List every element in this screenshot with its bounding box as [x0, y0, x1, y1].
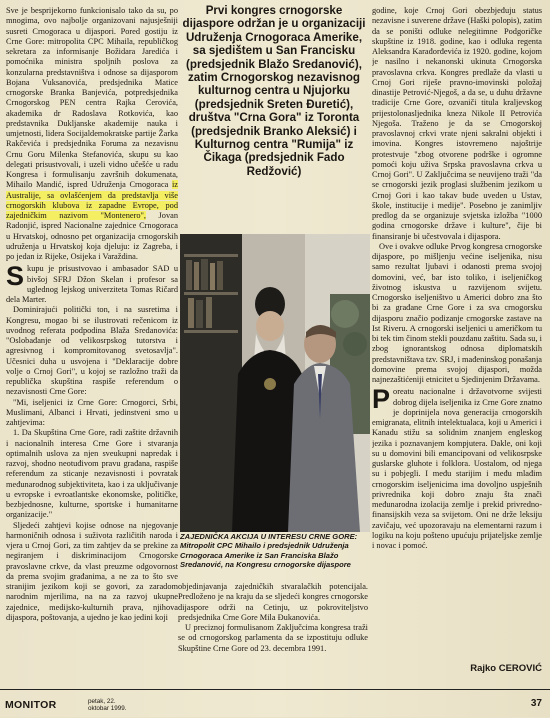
paragraph: Ove i ovakve odluke Prvog kongresa crnogorske dijaspore, po mišljenju većine iseljenika, nisu samo rezultat ljubavi i odanosti prema svojoj domovini, već, bar isto toliko, i iseljeničkog životnog iskustva u razvijenom svijetu. Crnogorsko iseljeništvo u Americi dobro zna što bi za građane Crne Gore i za sva crnogorsku dijasporu značio podizanje crnogorske zastave na Ist Riveru. A crnogorski iseljenici u američkom tu bi tek tim činom stekli pouzdanu zaštitu. Sada su, i zbog ignorantskog odnosa diplomatskih predstavništava tzv. SRJ, i mađeninskog ponašanja domovine prema svojoj dijaspori, možda najnezaštićeniji etnicitet u Sjedinjenim Državama. [372, 241, 542, 384]
page-footer [0, 689, 550, 718]
paragraph: 1. Da Skupština Crne Gore, radi zaštite državnih i nacionalnih interesa Crne Gore i stvaranja optimalnih uslova za njen sveukupni napredak i razvoj, shodno neotuđivom pravu građana, raspiše referendum za sticanje nezavisnosti i povratak međunarodnog subjektiviteta, kao i za uključivanje u evropske i evroatlantske ekonomske, političke, bezbjednosne, kulturne, sportske i humanitarne organizacije." [6, 428, 178, 520]
paragraph: "Mi, iseljenici iz Crne Gore: Crnogorci, Srbi, Muslimani, Albanci i Hrvati, jedinstveni smo u zahtjevima: [6, 397, 178, 427]
magazine-brand: MONITOR [5, 699, 57, 711]
paragraph: Sve je besprijekorno funkcionisalo tako da su, po mnogima, ovo najbolje organizovani najusješniji susreti Crnogoraca u dijaspori. Pored gostiju iz Crne Gore: mitropolita CPC Mihaila, republičkog sekretara za informisanje Božidara Jaredića i pomoćnika ministra spoljnih poslova za konzularna predstavništva i odnose sa dijasporom Bojana Vuksanovića, predsjednika Matice crnogorske Branka Banjevića, potpredsjednika Crnogorskog PEN centra Rajka Cerovića, akademika dr Radoslava Rotkovića, kao predstavnika Dukljanske akademije nauka i umjetnosti, lidera Socijaldemokratske partije Žarka Rakčevića i predsjednika Foruma za nezavisnu Crnu Goru Milenka Stefanovića, skupu su kao delegati prisustvovali, i uzeli vidno učešće u radu Kongresa i formulisanju završnih dokumenata, Mihailo Mandić, ispred Udruženja Crnogoraca iz Australije, sa ovlašćenjem da predstavlja više crnogorskih klubova iz zapadne Evrope, pod zajedničkim nazivom "Montenero", Jovan Radonjić, ispred Nacionalne zajednice Crnogoraca u Hrvatskoj, odnosno pet organizacija crnogorskih udruženja u Hrvatskoj koja djeluju: iz Zagreba, i po jedan iz Rijeke, Osijeka i Varaždina. [6, 6, 178, 261]
paragraph: Poreatu nacionalne i državotvorne svijesti dobrog dijela iseljenika iz Crne Gore znatno je doprinijela nova generacija crnogorskih emigranata, elitnih intelektualaca, koji u Americi i Kanadu stižu sa solidnim znanjem engleskog jezika i poznavanjem kompjutera. Dakle, oni koji su u domovini bili emancipovani od velikosrpske guslarske gluhote i folklora. Uostalom, od njega su i pobjegli. I među starijim i među mlađim crnogorskim iseljenicima ima dovoljno uspješnih privrednika koji dobro znaju šta znači međunarodna izolacija zemlje i prekid privredno-finansijskih veza sa svijetom. Oni ne drže leksiju zavičaju, već upozoravaju na elementarni razum i logiku na koju pošteno upućuju prijateljske zemlje i novac i pomoć. [372, 384, 542, 550]
article-photo [180, 234, 370, 532]
drop-cap: S [6, 261, 25, 292]
article-headline: Prvi kongres crnogorske dijaspore održan je u organizaciji Udruženja Crnogoraca Amerike, sa sjedištem u San Francisku (predsjednik Blažo Sredanović), zatim Crnogorskog nezavisnog kulturnog centra u Njujorku (predsjednik Sreten Đuretić), društva "Crna Gora" iz Toronta (predsjednik Branko Aleksić) i Kulturnog centra "Rumija" iz Čikaga (predsjednik Fado Redžović) [182, 4, 366, 178]
article-column-middle [178, 582, 368, 686]
paragraph: godine, koje Crnoj Gori obezbjeđuju status nezavisne i suverene države (Haški polopis), zatim da se poništi odluke nelegitimne Podgoričke skupštine iz 1918. godine, kao i odluka regenta Aleksandra Karađorđevića iz 1920. godine, kojom je nasilno i nekanonski ukinuta Crnogorska pravoslavna crkva. Kongres predlaže da vlasti u Crnoj Gori riješe pravno-imovinski položaj dinastije Petrović-Njegoš, a da se, u duhu državne tradicije Crne Gore, ozvaniči titula kraljevskog prijestolonasljednika kneza Nikole II Petrovića Njegoša. Traženo je da se Crnogorskoj pravoslavnoj crkvi vrate njeni sakralni objekti i imovina. Kongres istovremeno najoštrije protestvuje "zbog otvorene podrške i ogromne pomoći koju uživa Srpska pravoslavna crkva u Crnoj Gori". U Zaključcima se neuvijeno traži "da se crnogorski jezik proglasi službenim jezikom u Crnoj Gori i kao takav bude uveden u Ustav, škole, institucije i medije". Posebno je zanimljiv predlog da se organizuje svjetska izložba "1000 godina crnogorske države i kulture", čije bi finansiranje bi učestvovala i dijaspora. [372, 6, 542, 241]
highlighted-text: iz Australije, sa ovlašćenjem da predstavlja više crnogorskih klubova iz zapadne Evrope, pod zajedničkim nazivom "Montenero", [6, 180, 178, 220]
photo-caption: ZAJEDNIČKA AKCIJA U INTERESU CRNE GORE: Mitropolit CPC Mihailo i predsjednik Udruženja Crnogoraca Amerike iz San Franciska Blažo Sredanović, na Kongresu crnogorske dijaspore [180, 532, 358, 569]
paragraph: Sljedeći zahtjevi kojise odnose na njegovanje harmoničnih odnosa i suživota različitih naroda i vjera u Crnoj Gori, za tim zahtjev da se prekine za negiranjem i diskriminacijom Crnogorske pravoslavne crkve, da vlast preuzme odgovornost da prema svojim građanima, a ne za to što sve stranijim jezikom koji se govori, za zaradom narodnim mjerilima, na na za razvoj ukupne zajednice, medijsko-kulturnih prava, njihova dijaspora, poštovanja, a ujedno je kao jedini koji [6, 520, 178, 622]
photo-illustration [180, 234, 370, 532]
paragraph: Dominirajući politički ton, i na susretima i Kongresu, mogao bi se ilustrovati rečenicom iz uvodnog referata podpodina Blaža Sredanovića: "Oslobađanje od velikosrpskog tutorstva i agresivnog i kompromitovanog svetosavlja". Učesnici duha u usvojena i "Deklaracije dobre volje o Crnoj Gori", u kojoj se razložno traži da republička skupština raspiše referendum o nezavisnosti Crne Gore: [6, 305, 178, 397]
issue-date-line: oktobar 1999. [88, 705, 127, 712]
author-signature: Rajko CEROVIĆ [470, 663, 542, 674]
article-column-left [6, 6, 178, 686]
paragraph: objedinjavanja zajedničkih stvaralačkih potencijala. Predloženo je na kraju da se sljedeći kongres crnogorske dijaspore održi na Cetinju, uz pokroviteljstvo predsjednika Crne Gore Mila Đukanovića. [178, 582, 368, 622]
drop-cap: P [372, 384, 391, 415]
paragraph: Skupu je prisustvovao i ambasador SAD u bivšoj SFRJ Džon Skelan i profesor sa uglednog lejskog univerziteta Tomas Ričard dela Marter. [6, 261, 178, 304]
issue-date-line: petak, 22. [88, 698, 116, 705]
page-number: 37 [530, 698, 542, 709]
issue-date [88, 698, 127, 712]
paragraph: U preciznoj formulisanom Zaključcima kongresa traži se od crnogorskog parlamenta da se izpostituju odluke Skupštine Crne Gore od 23. decembra 1991. [178, 623, 368, 653]
article-column-right [372, 6, 542, 661]
